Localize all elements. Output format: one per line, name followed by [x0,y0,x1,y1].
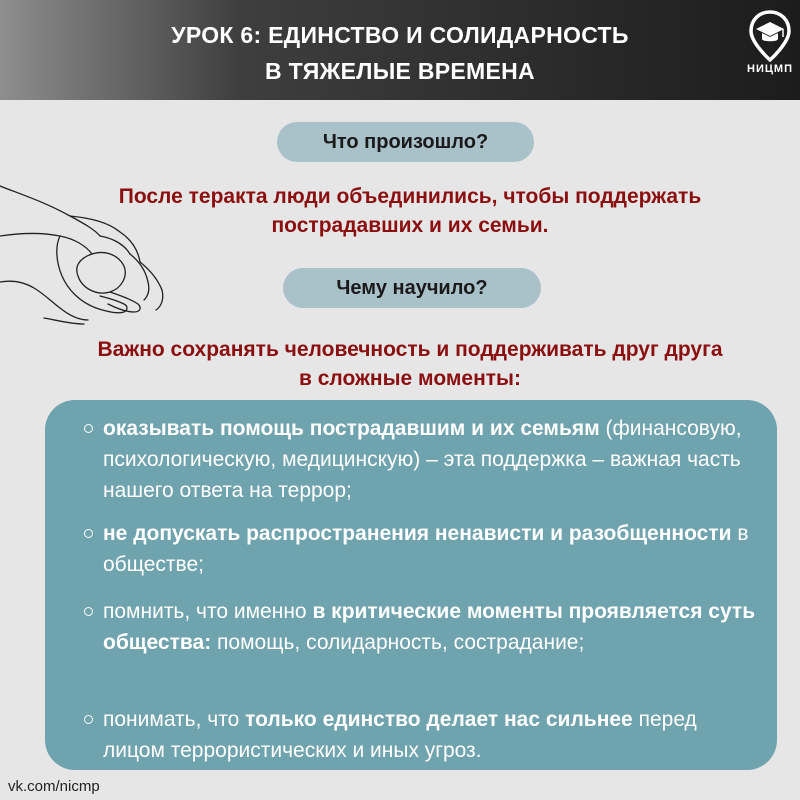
bullet-circle-icon [84,607,93,616]
list-item-bold-text: в критические моменты проявляется суть общества: [103,600,756,654]
bullet-circle-icon [84,424,93,433]
bullet-circle-icon [84,529,93,538]
logo [746,10,794,90]
list-item-text: перед лицом террористических и иных угроз. [103,708,697,762]
list-item [103,704,763,766]
answer-what-learned: Важно сохранять человечность и поддерживать друг друга в сложные моменты: [97,338,723,390]
key-points-box [45,400,777,770]
page-title-line-2: В ТЯЖЕЛЫЕ ВРЕМЕНА [265,58,535,84]
list-item-bold-text: только единство делает нас сильнее [245,708,633,731]
logo-text: НИЦМП [747,63,793,75]
header-banner [0,0,800,100]
page-title-line-1: УРОК 6: ЕДИНСТВО И СОЛИДАРНОСТЬ [171,22,629,48]
list-item-bold-text: оказывать помощь пострадавшим и их семьям [103,417,600,440]
list-item-bold-text: не допускать распространения ненависти и разобщенности [103,522,732,545]
graduation-cap-location-pin-icon [748,10,792,62]
list-item [103,596,763,658]
list-item [103,413,763,506]
question-what-learned: Чему научило? [283,268,541,308]
bullet-circle-icon [84,715,93,724]
footer-link[interactable]: vk.com/nicmp [8,778,100,795]
list-item [103,518,763,580]
list-item-text: понимать, что [103,708,246,731]
list-item-text: (финансовую, психологическую, медицинскую) – эта поддержка – важная часть нашего ответа на террор; [103,417,742,502]
answer-what-happened: После теракта люди объединились, чтобы поддержать пострадавших и их семьи. [118,185,702,237]
question-what-happened: Что произошло? [277,122,534,162]
list-item-text: помощь, солидарность, сострадание; [211,631,585,654]
list-item-text: в обществе; [103,522,749,576]
list-item-text: помнить, что именно [103,600,313,623]
